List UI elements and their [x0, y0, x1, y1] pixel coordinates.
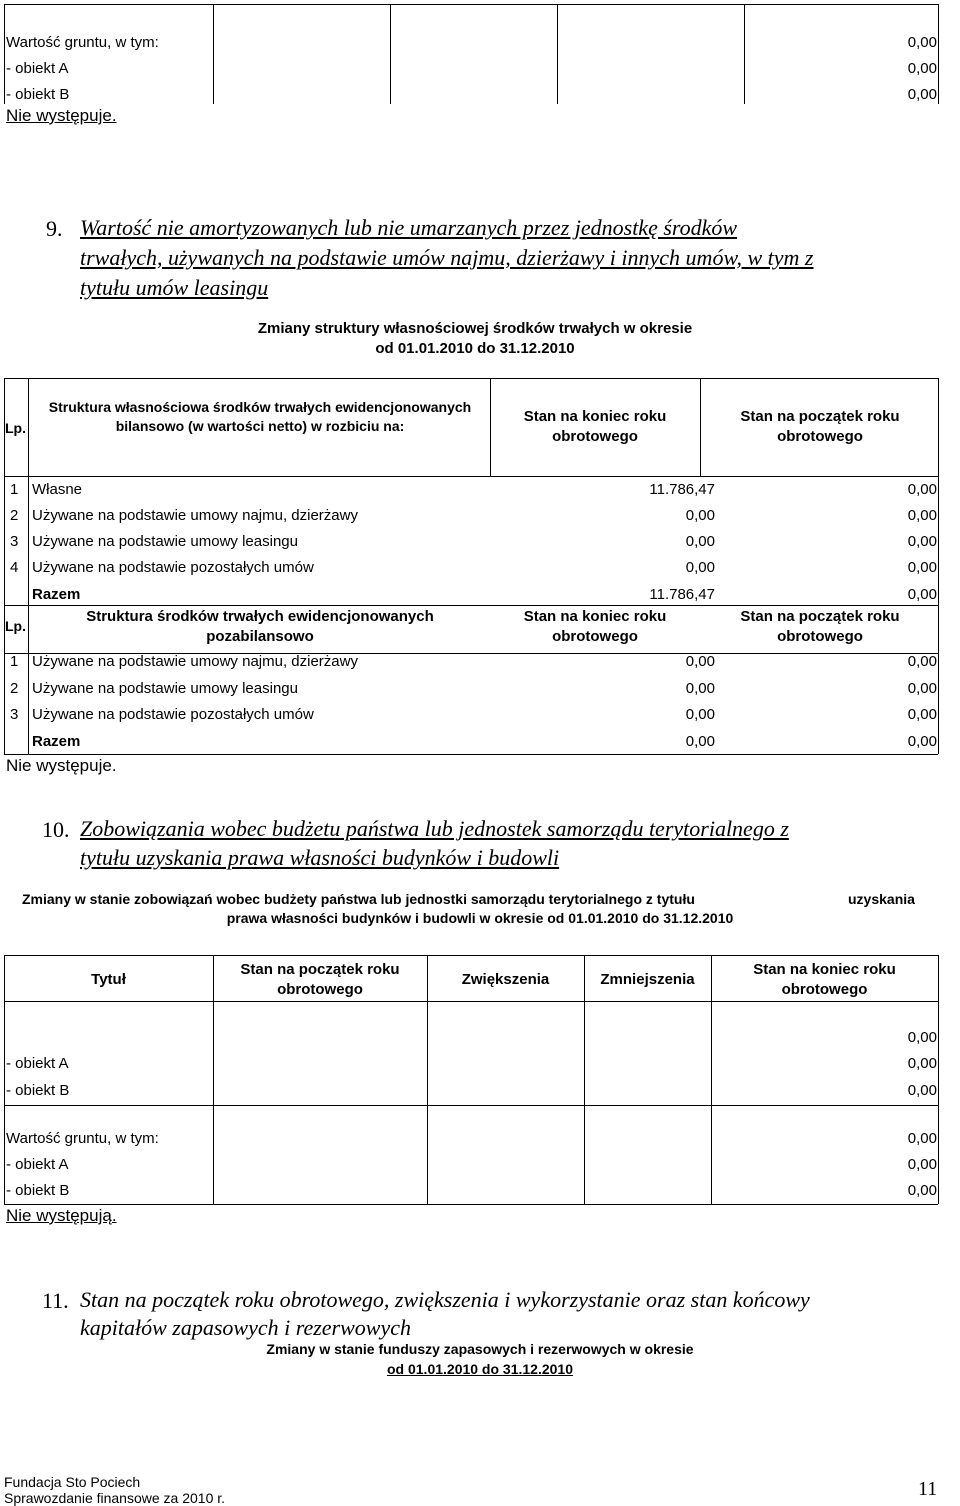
section11-subtitle-line1: Zmiany w stanie funduszy zapasowych i rezerwowych w okresie — [266, 1341, 694, 1357]
row-value: 0,00 — [907, 1055, 937, 1072]
row-label: - obiekt A — [6, 1055, 69, 1072]
top-note: Nie występuje. — [6, 106, 117, 125]
table2-header-lp: Lp. — [5, 618, 26, 634]
section10-title-line2: tytułu uzyskania prawa własności budynków i budowli — [80, 845, 560, 870]
footer-report: Sprawozdanie finansowe za 2010 r. — [4, 1490, 226, 1506]
object-b-value: 0,00 — [907, 86, 937, 103]
total-label: Razem — [32, 733, 81, 750]
table1-header-start: Stan na początek roku obrotowego — [740, 408, 900, 445]
section10-title-line1: Zobowiązania wobec budżetu państwa lub jednostek samorządu terytorialnego z — [80, 816, 789, 841]
row-start-value: 0,00 — [907, 533, 937, 550]
table3-header-title: Tytuł — [91, 971, 126, 988]
table3-first-value: 0,00 — [907, 1029, 937, 1046]
row-label: Używane na podstawie pozostałych umów — [32, 706, 314, 723]
row-start-value: 0,00 — [907, 680, 937, 697]
total-label: Razem — [32, 586, 81, 603]
row-end-value: 11.786,47 — [649, 481, 715, 498]
section9-subtitle-line1: Zmiany struktury własnościowej środków trwałych w okresie — [257, 320, 693, 337]
table3-header-decrease: Zmniejszenia — [600, 971, 695, 988]
row-lp: 2 — [10, 680, 19, 697]
section9-subtitle-line2: od 01.01.2010 do 31.12.2010 — [375, 340, 575, 357]
row-start-value: 0,00 — [907, 559, 937, 576]
table2-header-start: Stan na początek roku obrotowego — [740, 608, 900, 645]
row-end-value: 0,00 — [685, 559, 715, 576]
land-value-label: Wartość gruntu, w tym: — [6, 34, 159, 51]
row-start-value: 0,00 — [907, 706, 937, 723]
row-lp: 1 — [10, 653, 19, 670]
row-value: 0,00 — [907, 1156, 937, 1173]
object-a-label: - obiekt A — [6, 60, 69, 77]
object-a-value: 0,00 — [907, 60, 937, 77]
row-value: 0,00 — [907, 1130, 937, 1147]
row-end-value: 0,00 — [685, 533, 715, 550]
section10-subtitle-word: uzyskania — [848, 891, 915, 907]
row-lp: 4 — [10, 559, 19, 576]
section9-title-line2: trwałych, używanych na podstawie umów najmu, dzierżawy i innych umów, w tym z — [80, 245, 814, 270]
section9-title-line1: Wartość nie amortyzowanych lub nie umarzanych przez jednostkę środków — [80, 215, 738, 240]
total-end-value: 0,00 — [685, 733, 715, 750]
row-lp: 1 — [10, 481, 19, 498]
land-value: 0,00 — [907, 34, 937, 51]
row-end-value: 0,00 — [685, 680, 715, 697]
row-start-value: 0,00 — [907, 507, 937, 524]
total-end-value: 11.786,47 — [649, 586, 715, 603]
row-label: Używane na podstawie umowy leasingu — [32, 680, 298, 697]
total-start-value: 0,00 — [907, 733, 937, 750]
row-lp: 3 — [10, 533, 19, 550]
row-label: - obiekt B — [6, 1082, 70, 1099]
row-start-value: 0,00 — [907, 653, 937, 670]
row-label: - obiekt A — [6, 1156, 69, 1173]
row-end-value: 0,00 — [685, 706, 715, 723]
row-label: Używane na podstawie umowy najmu, dzierżawy — [32, 653, 358, 670]
page-number: 11 — [918, 1478, 938, 1500]
section11-subtitle-line2: od 01.01.2010 do 31.12.2010 — [386, 1361, 573, 1377]
row-label: Używane na podstawie pozostałych umów — [32, 559, 314, 576]
row-value: 0,00 — [907, 1082, 937, 1099]
section11-number: 11. — [42, 1288, 69, 1313]
table3-header-start: Stan na początek roku obrotowego — [240, 961, 400, 998]
table1-header-desc: Struktura własnościowa środków trwałych ewidencjonowanych bilansowo (w wartości netto) w rozbiciu na: — [48, 399, 472, 434]
row-label: Własne — [32, 481, 83, 498]
object-b-label: - obiekt B — [6, 86, 70, 103]
table2-header-end: Stan na koniec roku obrotowego — [523, 608, 667, 645]
section10-subtitle-line1: Zmiany w stanie zobowiązań wobec budżety państwa lub jednostki samorządu terytorialnego z tytułu — [22, 891, 695, 907]
table1-header-lp: Lp. — [5, 420, 26, 436]
section9-note: Nie występuje. — [6, 756, 117, 775]
row-value: 0,00 — [907, 1182, 937, 1199]
row-label: Używane na podstawie umowy leasingu — [32, 533, 298, 550]
section11-title-line1: Stan na początek roku obrotowego, zwiększenia i wykorzystanie oraz stan końcowy — [80, 1287, 810, 1312]
footer-org: Fundacja Sto Pociech — [4, 1474, 141, 1490]
row-end-value: 0,00 — [685, 507, 715, 524]
section10-note: Nie występują. — [6, 1206, 117, 1225]
row-label: Wartość gruntu, w tym: — [6, 1130, 159, 1147]
section10-subtitle-line2: prawa własności budynków i budowli w okresie od 01.01.2010 do 31.12.2010 — [226, 910, 734, 926]
section11-title-line2: kapitałów zapasowych i rezerwowych — [80, 1315, 411, 1340]
row-lp: 2 — [10, 507, 19, 524]
section9-title-line3: tytułu umów leasingu — [80, 275, 269, 300]
row-start-value: 0,00 — [907, 481, 937, 498]
total-start-value: 0,00 — [907, 586, 937, 603]
row-lp: 3 — [10, 706, 19, 723]
row-label: Używane na podstawie umowy najmu, dzierżawy — [32, 507, 358, 524]
section9-number: 9. — [46, 216, 63, 241]
table3-header-increase: Zwiększenia — [461, 971, 550, 988]
row-end-value: 0,00 — [685, 653, 715, 670]
table1-header-end: Stan na koniec roku obrotowego — [523, 408, 667, 445]
table2-header-desc: Struktura środków trwałych ewidencjonowanych pozabilansowo — [86, 608, 434, 645]
section10-number: 10. — [42, 817, 70, 842]
table3-header-end: Stan na koniec roku obrotowego — [753, 961, 896, 998]
row-label: - obiekt B — [6, 1182, 70, 1199]
